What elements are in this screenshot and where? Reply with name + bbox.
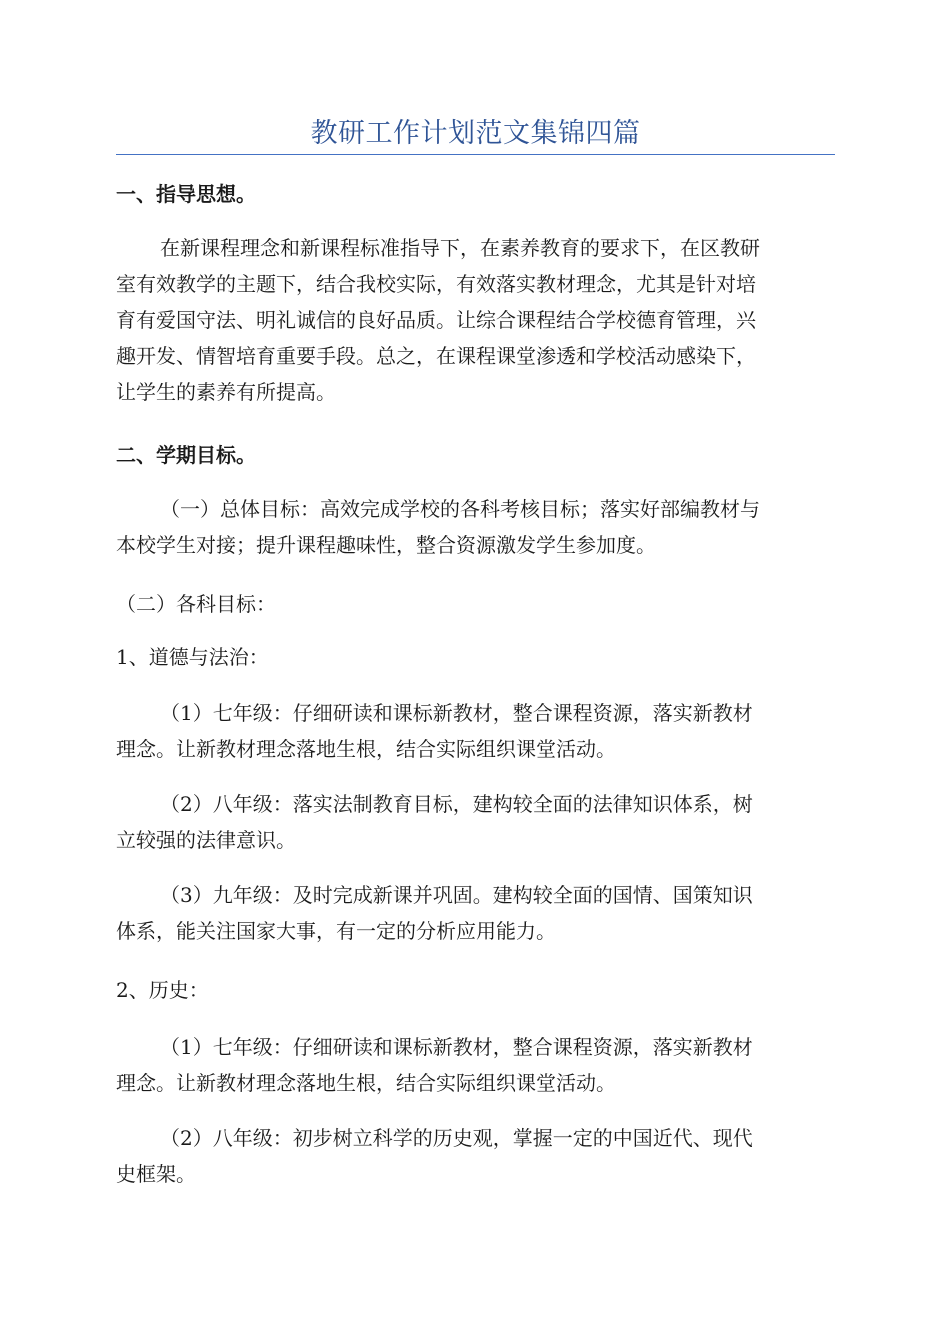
- paragraph-line: 育有爱国守法、明礼诚信的良好品质。让综合课程结合学校德育管理，兴: [116, 308, 756, 332]
- paragraph-line: 史框架。: [116, 1162, 196, 1186]
- paragraph-line: 让学生的素养有所提高。: [116, 380, 336, 404]
- title-underline: [116, 154, 835, 155]
- morality-grade7-paragraph: [116, 695, 835, 767]
- history-grade8-paragraph: [116, 1120, 835, 1192]
- paragraph-line: 立较强的法律意识。: [116, 828, 296, 852]
- paragraph-line: 体系，能关注国家大事，有一定的分析应用能力。: [116, 919, 556, 943]
- subject-goals-heading: （二）各科目标：: [116, 592, 276, 616]
- document-title: 教研工作计划范文集锦四篇: [310, 118, 641, 149]
- paragraph-line: 在新课程理念和新课程标准指导下，在素养教育的要求下，在区教研: [160, 236, 760, 260]
- history-grade7-paragraph: [116, 1029, 835, 1101]
- subject-heading-morality-law: 1、道德与法治：: [116, 645, 269, 669]
- paragraph-line: 理念。让新教材理念落地生根，结合实际组织课堂活动。: [116, 737, 616, 761]
- paragraph-line: （1）七年级：仔细研读和课标新教材，整合课程资源，落实新教材: [160, 1035, 753, 1059]
- section-heading-semester-goals: 二、学期目标。: [116, 443, 256, 467]
- subject-heading-history: 2、历史：: [116, 978, 209, 1002]
- paragraph-line: 室有效教学的主题下，结合我校实际，有效落实教材理念，尤其是针对培: [116, 272, 756, 296]
- paragraph-line: （2）八年级：落实法制教育目标，建构较全面的法律知识体系，树: [160, 792, 753, 816]
- paragraph-line: 理念。让新教材理念落地生根，结合实际组织课堂活动。: [116, 1071, 616, 1095]
- paragraph-line: （2）八年级：初步树立科学的历史观，掌握一定的中国近代、现代: [160, 1126, 753, 1150]
- paragraph-line: （1）七年级：仔细研读和课标新教材，整合课程资源，落实新教材: [160, 701, 753, 725]
- paragraph-line: （一）总体目标：高效完成学校的各科考核目标；落实好部编教材与: [160, 497, 760, 521]
- paragraph-line: 本校学生对接；提升课程趣味性，整合资源激发学生参加度。: [116, 533, 656, 557]
- section-heading-guiding-thought: 一、指导思想。: [116, 182, 256, 206]
- morality-grade8-paragraph: [116, 786, 835, 858]
- paragraph-line: （3）九年级：及时完成新课并巩固。建构较全面的国情、国策知识: [160, 883, 753, 907]
- overall-goal-paragraph: [116, 491, 835, 563]
- guiding-thought-paragraph: [116, 230, 835, 410]
- paragraph-line: 趣开发、情智培育重要手段。总之，在课程课堂渗透和学校活动感染下，: [116, 344, 756, 368]
- morality-grade9-paragraph: [116, 877, 835, 949]
